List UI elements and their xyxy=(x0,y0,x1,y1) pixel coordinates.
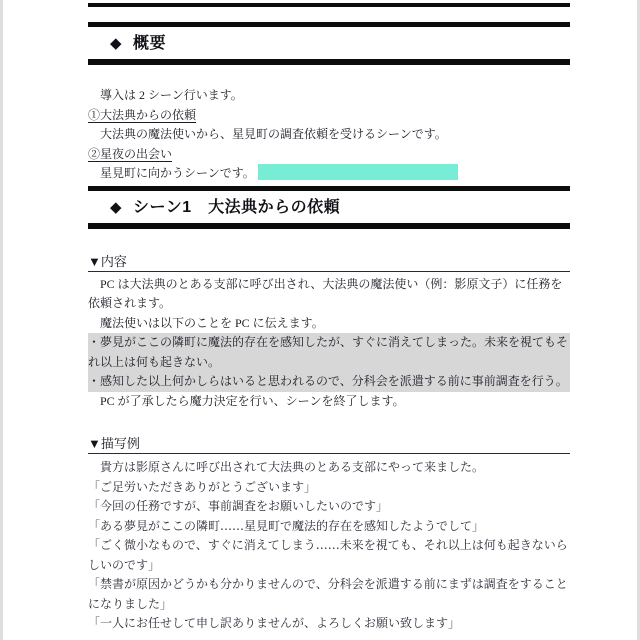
quote-line: 「ごく微小なもので、すぐに消えてしまう……未来を視ても、それ以上は何も起きないらしいのです」 xyxy=(88,538,568,572)
content-paragraph-1: PC は大法典のとある支部に呼び出され、大法典の魔法使い（例：影原文子）に任務を依頼されます。 xyxy=(88,276,563,310)
description-example-block xyxy=(88,458,570,634)
content-paragraph-3: PC が了承したら魔力決定を行い、シーンを終了します。 xyxy=(100,393,405,408)
quote-line: 「禁書が原因かどうかも分かりませんので、分科会を派遣する前にまずは調査をすることになりました」 xyxy=(88,577,568,611)
document-content-column xyxy=(88,0,570,634)
highlighted-note-1: ・夢見がここの隣町に魔法的存在を感知したが、すぐに消えてしまった。未来を視てもそれ以上は何も起きない。 xyxy=(88,335,569,369)
scene-link-1-desc: 大法典の魔法使いから、星見町の調査依頼を受けるシーンです。 xyxy=(100,127,447,141)
highlighted-note-2: ・感知した以上何かしらはいると思われるので、分科会を派遣する前に事前調査を行う。 xyxy=(88,374,568,388)
scene1-heading-label: シーン1 大法典からの依頼 xyxy=(133,198,341,216)
diamond-icon: ◆ xyxy=(110,35,123,52)
description-section-label: ▼描写例 xyxy=(88,435,570,454)
quote-line: 「ご足労いただきありがとうございます」 xyxy=(88,479,317,494)
overview-heading-label: 概要 xyxy=(133,35,167,52)
scene-link-1-title: ①大法典からの依頼 xyxy=(88,107,197,122)
content-paragraph-2: 魔法使いは以下のことを PC に伝えます。 xyxy=(100,315,324,330)
intro-lead-paragraph: 導入は 2 シーン行います。 xyxy=(100,88,243,102)
scene1-heading xyxy=(88,186,570,229)
quote-line: 「今回の任務ですが、事前調査をお願いしたいのです」 xyxy=(88,499,389,513)
top-section-rule xyxy=(88,3,570,7)
scene-link-2-desc xyxy=(88,164,570,184)
scene-link-2-title: ②星夜の出会い xyxy=(88,146,173,161)
highlighted-notes-block xyxy=(88,333,570,392)
scene-link-2-desc-text: 星見町に向かうシーンです。 xyxy=(100,166,255,180)
content-section-label: ▼内容 xyxy=(88,253,570,272)
narration-line: 貴方は影原さんに呼び出されて大法典のとある支部にやって来ました。 xyxy=(100,460,485,474)
teal-highlight-redaction xyxy=(258,164,458,180)
quote-line: 「ある夢見がここの隣町……星見町で魔法的存在を感知したようでして」 xyxy=(88,518,485,533)
diamond-icon: ◆ xyxy=(110,198,123,216)
quote-line: 「一人にお任せして申し訳ありませんが、よろしくお願い致します」 xyxy=(88,616,461,630)
overview-heading xyxy=(88,22,570,65)
